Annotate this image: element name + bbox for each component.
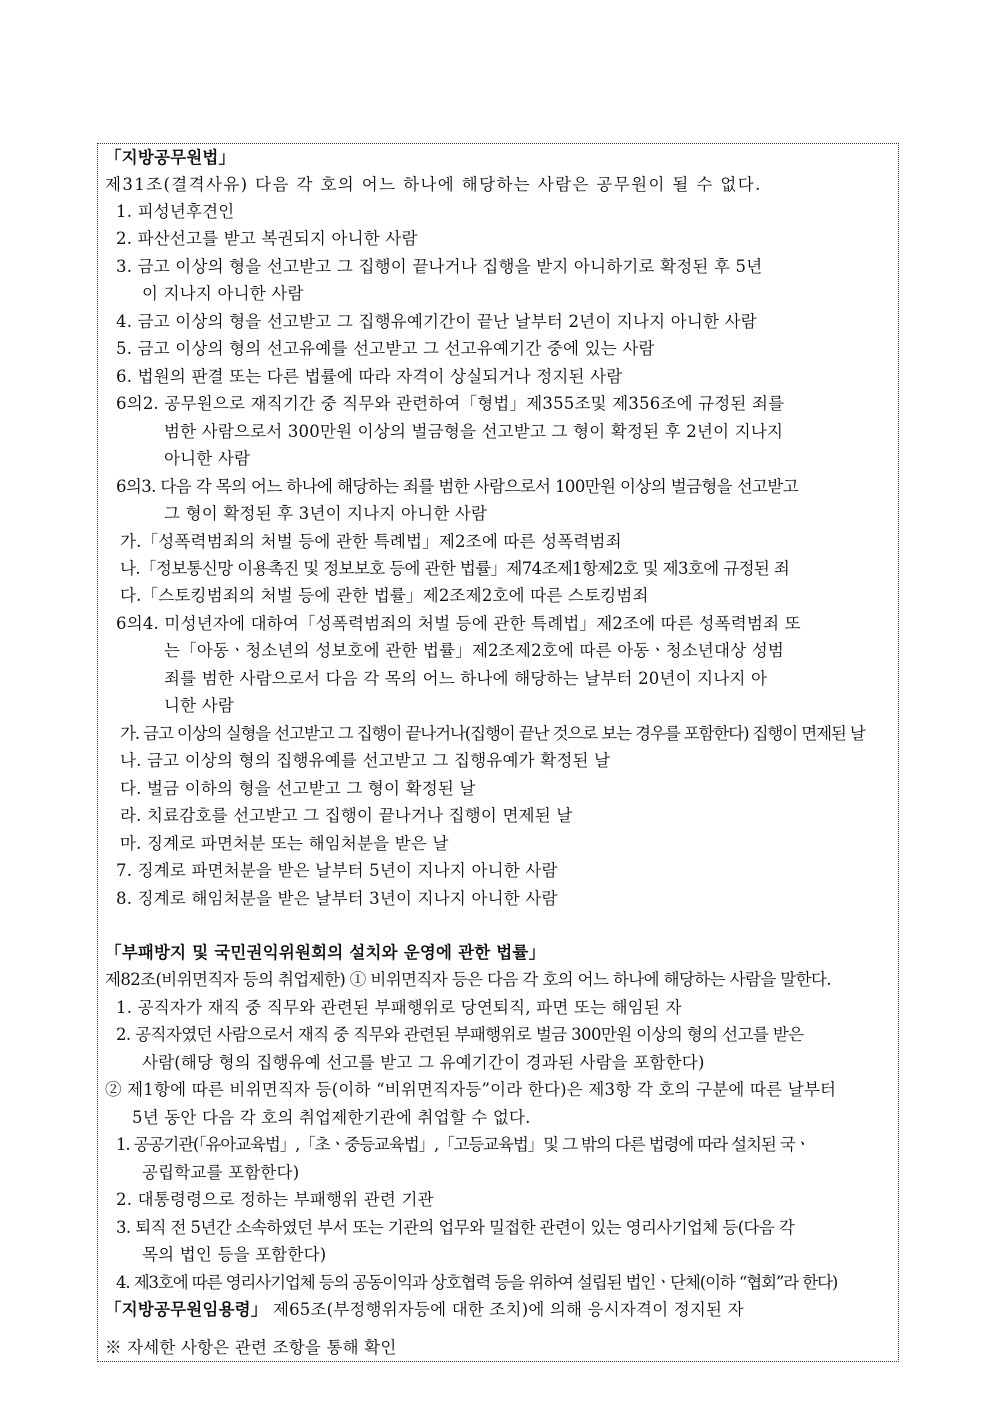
sub-item: 나.「정보통신망 이용촉진 및 정보보호 등에 관한 법률」제74조제1항제2호 및 제3호에 규정된 죄 (120, 559, 790, 578)
decree-line (105, 1298, 896, 1322)
list-item-continued: 목의 법인 등을 포함한다) (142, 1245, 327, 1264)
section-title: 「부패방지 및 국민권익위원회의 설치와 운영에 관한 법률」 (105, 943, 546, 962)
list-item: 6의3. 다음 각 목의 어느 하나에 해당하는 죄를 범한 사람으로서 100만원 이상의 벌금형을 선고받고 (116, 477, 799, 496)
list-item-continued: 는「아동ㆍ청소년의 성보호에 관한 법률」제2조제2호에 따른 아동ㆍ청소년대상 성범 (164, 641, 785, 660)
section-title: 「지방공무원임용령」 (105, 1300, 268, 1319)
section-title: 「지방공무원법」 (105, 148, 236, 167)
list-item-continued: 니한 사람 (164, 696, 235, 715)
list-item-continued: 이 지나지 아니한 사람 (142, 284, 304, 303)
list-item-continued: 공립학교를 포함한다) (142, 1163, 300, 1182)
sub-item: 다.「스토킹범죄의 처벌 등에 관한 법률」제2조제2호에 따른 스토킹범죄 (120, 586, 649, 605)
list-item: 8. 징계로 해임처분을 받은 날부터 3년이 지나지 아니한 사람 (116, 889, 558, 908)
sub-item: 가. 금고 이상의 실형을 선고받고 그 집행이 끝나거나(집행이 끝난 것으로 보는 경우를 포함한다) 집행이 면제된 날 (120, 724, 865, 743)
list-item: 1. 공공기관(「유아교육법」,「초ㆍ중등교육법」,「고등교육법」및 그 밖의 다른 법령에 따라 설치된 국ㆍ (116, 1135, 810, 1154)
list-item: 3. 퇴직 전 5년간 소속하였던 부서 또는 기관의 업무와 밀접한 관련이 있는 영리사기업체 등(다음 각 (116, 1218, 795, 1237)
footnote: ※ 자세한 사항은 관련 조항을 통해 확인 (105, 1338, 397, 1357)
list-item-continued: 죄를 범한 사람으로서 다음 각 목의 어느 하나에 해당하는 날부터 20년이 지나지 아 (164, 669, 768, 688)
sub-item: 다. 벌금 이하의 형을 선고받고 그 형이 확정된 날 (120, 779, 476, 798)
list-item: 7. 징계로 파면처분을 받은 날부터 5년이 지나지 아니한 사람 (116, 861, 558, 880)
list-item: 3. 금고 이상의 형을 선고받고 그 집행이 끝나거나 집행을 받지 아니하기로 확정된 후 5년 (116, 257, 763, 276)
sub-item: 라. 치료감호를 선고받고 그 집행이 끝나거나 집행이 면제된 날 (120, 806, 573, 825)
list-item-continued: 그 형이 확정된 후 3년이 지나지 아니한 사람 (164, 504, 488, 523)
list-item: 1. 피성년후견인 (116, 202, 235, 221)
list-item-continued: 아니한 사람 (164, 449, 251, 468)
list-item-continued: 범한 사람으로서 300만원 이상의 벌금형을 선고받고 그 형이 확정된 후 2년이 지나지 (164, 422, 784, 441)
sub-item: 마. 징계로 파면처분 또는 해임처분을 받은 날 (120, 834, 449, 853)
list-item: 4. 제3호에 따른 영리사기업체 등의 공동이익과 상호협력 등을 위하여 설립된 법인ㆍ단체(이하 “협회”라 한다) (116, 1273, 838, 1292)
list-item: 5. 금고 이상의 형의 선고유예를 선고받고 그 선고유예기간 중에 있는 사람 (116, 339, 655, 358)
paragraph: ② 제1항에 따른 비위면직자 등(이하 “비위면직자등”이라 한다)은 제3항 각 호의 구분에 따른 날부터 (105, 1080, 837, 1099)
list-item: 2. 파산선고를 받고 복권되지 아니한 사람 (116, 229, 418, 248)
list-item: 4. 금고 이상의 형을 선고받고 그 집행유예기간이 끝난 날부터 2년이 지나지 아니한 사람 (116, 312, 757, 331)
article-heading: 제31조(결격사유) 다음 각 호의 어느 하나에 해당하는 사람은 공무원이 될 수 없다. (105, 175, 762, 194)
decree-text: 제65조(부정행위자등에 대한 조치)에 의해 응시자격이 정지된 자 (267, 1300, 744, 1319)
sub-item: 나. 금고 이상의 형의 집행유예를 선고받고 그 집행유예가 확정된 날 (120, 751, 611, 770)
list-item: 6의2. 공무원으로 재직기간 중 직무와 관련하여「형법」제355조및 제356조에 규정된 죄를 (116, 394, 785, 413)
list-item: 2. 공직자였던 사람으로서 재직 중 직무와 관련된 부패행위로 벌금 300만원 이상의 형의 선고를 받은 (116, 1025, 804, 1044)
list-item: 6의4. 미성년자에 대하여「성폭력범죄의 처벌 등에 관한 특례법」제2조에 따른 성폭력범죄 또 (116, 614, 801, 633)
list-item: 6. 법원의 판결 또는 다른 법률에 따라 자격이 상실되거나 정지된 사람 (116, 367, 623, 386)
article-heading: 제82조(비위면직자 등의 취업제한) ① 비위면직자 등은 다음 각 호의 어느 하나에 해당하는 사람을 말한다. (105, 970, 831, 989)
list-item: 1. 공직자가 재직 중 직무와 관련된 부패행위로 당연퇴직, 파면 또는 해임된 자 (116, 998, 682, 1017)
list-item-continued: 사람(해당 형의 집행유예 선고를 받고 그 유예기간이 경과된 사람을 포함한다) (142, 1053, 705, 1072)
paragraph-continued: 5년 동안 다음 각 호의 취업제한기관에 취업할 수 없다. (132, 1108, 531, 1127)
list-item: 2. 대통령령으로 정하는 부패행위 관련 기관 (116, 1190, 434, 1209)
sub-item: 가.「성폭력범죄의 처벌 등에 관한 특례법」제2조에 따른 성폭력범죄 (120, 532, 622, 551)
